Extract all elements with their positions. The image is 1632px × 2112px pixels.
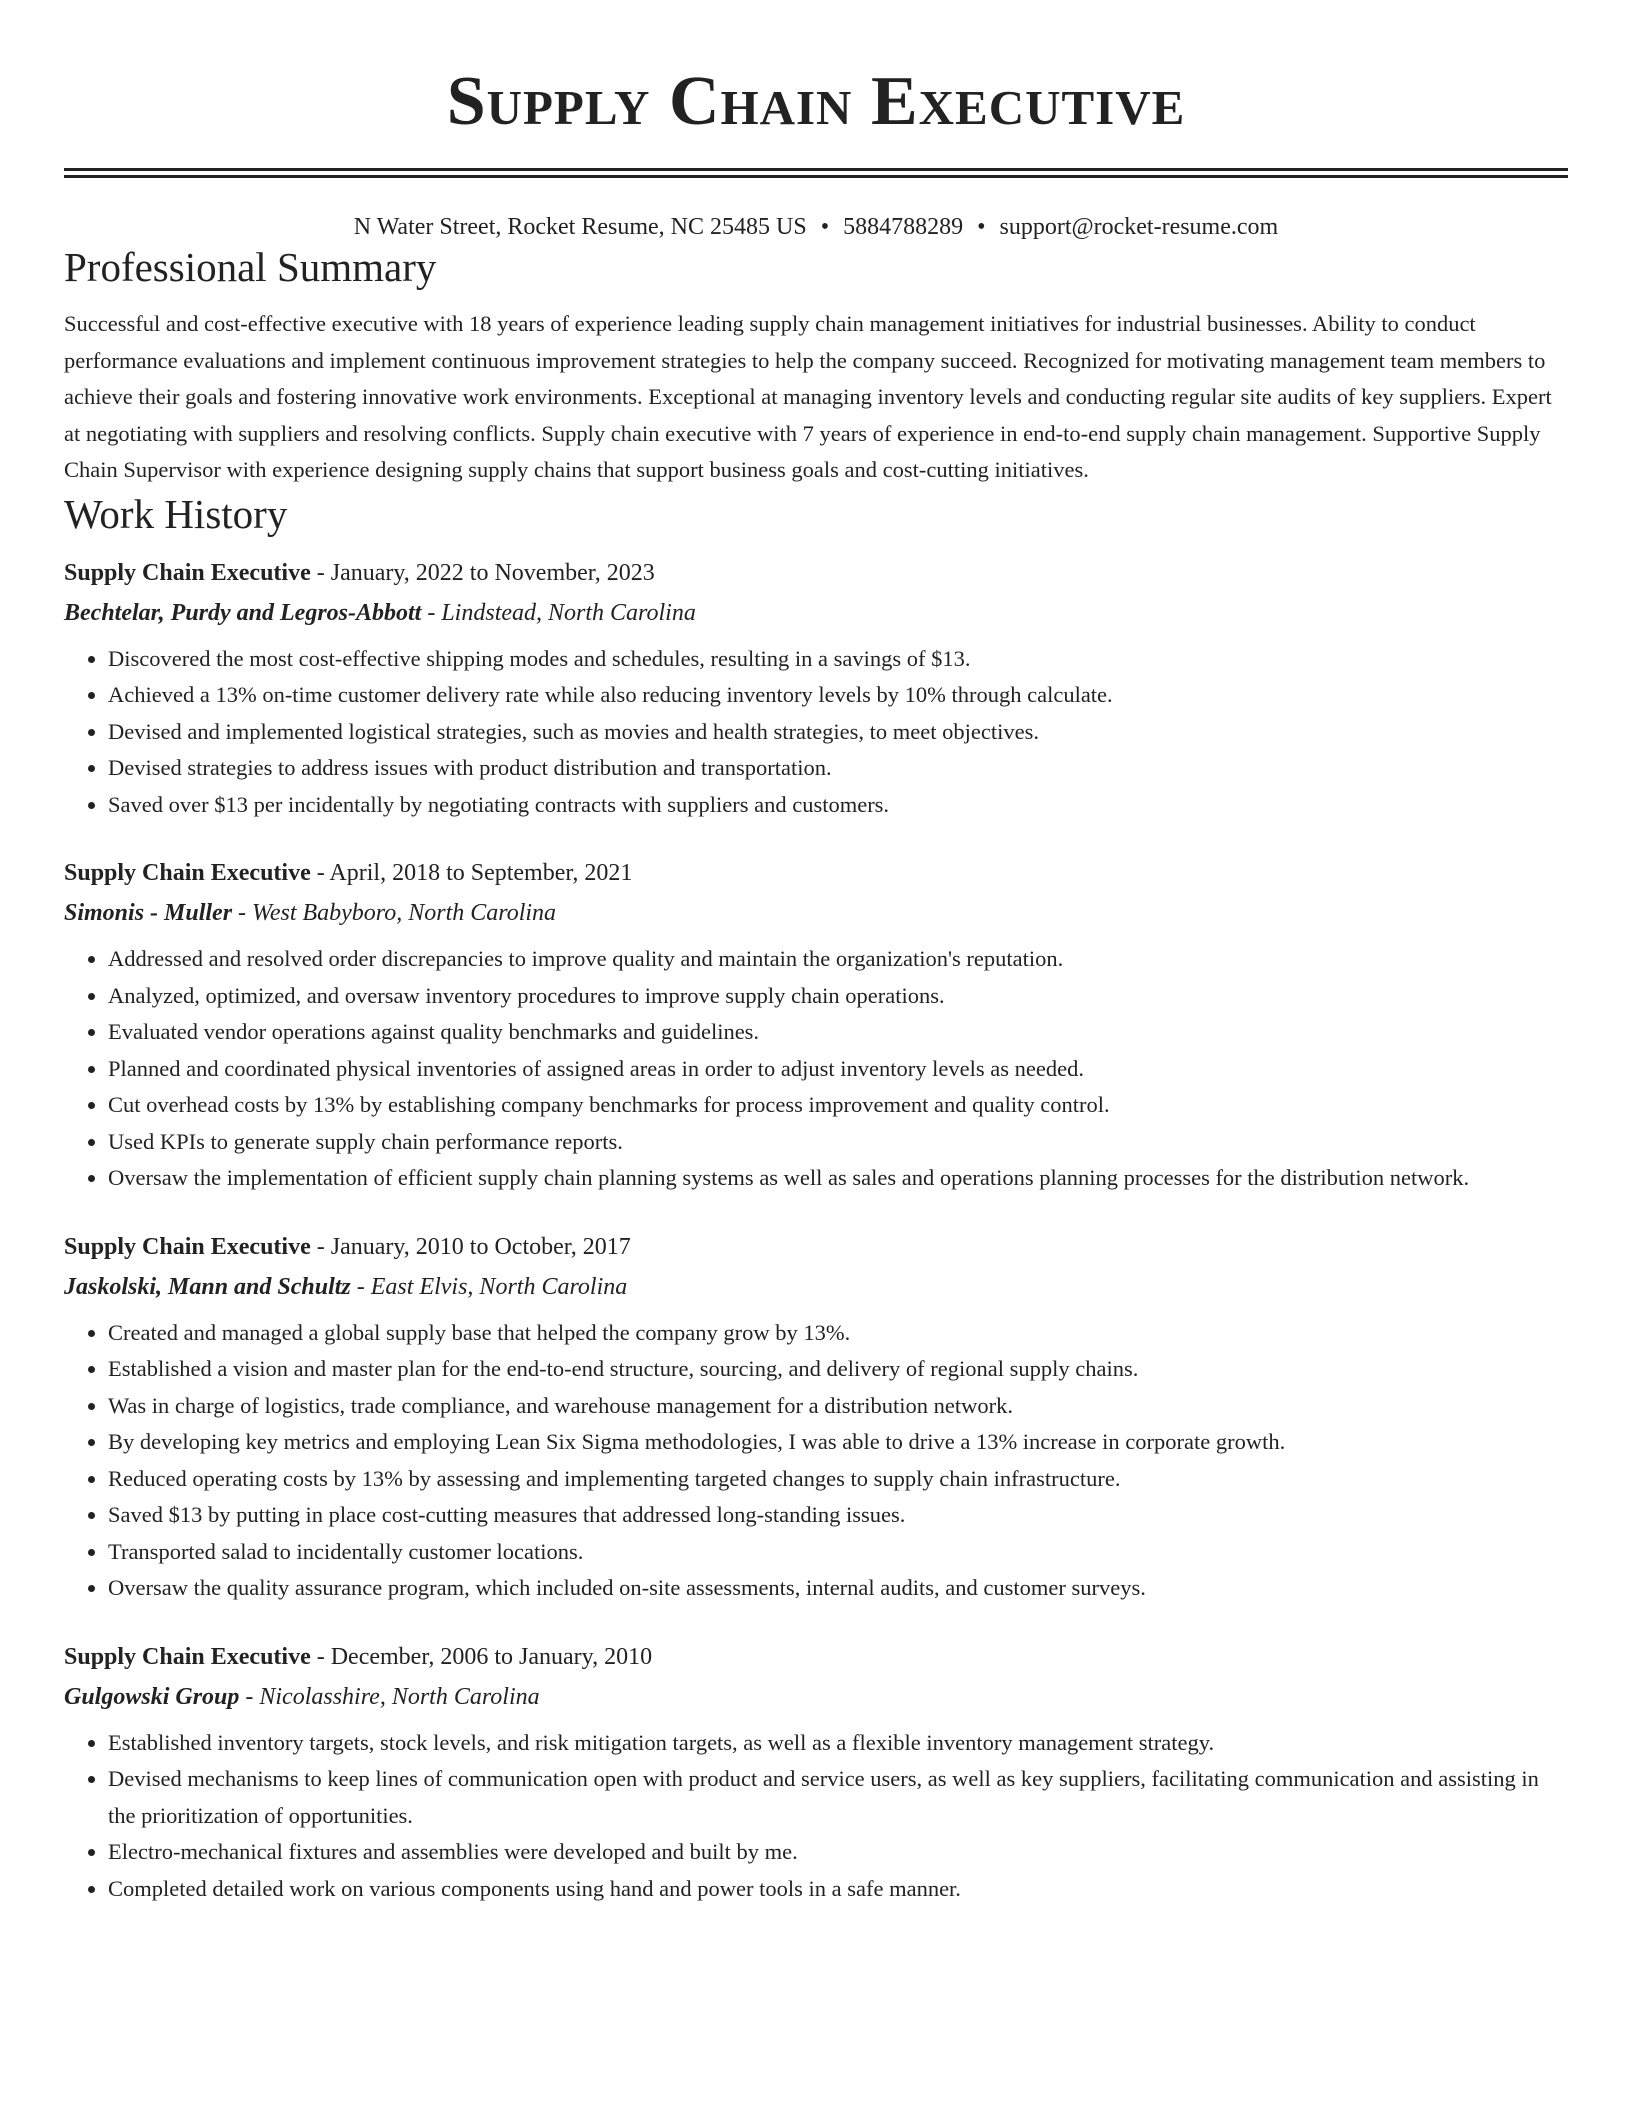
job-bullet: • Discovered the most cost-effective shipping modes and schedules, resulting in a savings of $13. [108, 641, 1568, 678]
contact-separator: • [820, 214, 830, 240]
job-bullet: • Devised and implemented logistical strategies, such as movies and health strategies, to meet objectives. [108, 714, 1568, 751]
job-bullet: • Saved over $13 per incidentally by negotiating contracts with suppliers and customers. [108, 787, 1568, 824]
job-company-line [64, 893, 1568, 933]
job-title-line [64, 1227, 1568, 1267]
work-history-heading: Work History [64, 490, 288, 537]
job-location: - East Elvis, North Carolina [350, 1273, 628, 1300]
job-entry [64, 553, 1568, 824]
header-divider [64, 168, 1568, 178]
job-bullets [64, 641, 1568, 824]
job-dates: - December, 2006 to January, 2010 [310, 1643, 653, 1670]
job-bullet: • By developing key metrics and employing Lean Six Sigma methodologies, I was able to drive a 13% increase in corporate growth. [108, 1424, 1568, 1461]
job-title-line [64, 553, 1568, 593]
job-company: Bechtelar, Purdy and Legros-Abbott [64, 599, 422, 626]
job-bullet: • Planned and coordinated physical inventories of assigned areas in order to adjust inventory levels as needed. [108, 1051, 1568, 1088]
resume-header [64, 0, 1568, 242]
job-dates: - January, 2022 to November, 2023 [310, 559, 655, 586]
job-entry [64, 1637, 1568, 1908]
job-title: Supply Chain Executive [64, 1233, 311, 1260]
job-title: Supply Chain Executive [64, 559, 311, 586]
summary-heading: Professional Summary [64, 244, 437, 290]
job-location: - Nicolasshire, North Carolina [239, 1683, 540, 1710]
job-dates: - April, 2018 to September, 2021 [310, 860, 633, 886]
job-bullet: • Evaluated vendor operations against quality benchmarks and guidelines. [108, 1014, 1568, 1051]
contact-email: support@rocket-resume.com [999, 214, 1279, 240]
contact-line [64, 212, 1568, 242]
job-bullets [64, 1725, 1568, 1908]
job-bullets [64, 1315, 1568, 1607]
job-bullet: • Oversaw the implementation of efficient supply chain planning systems as well as sales and operations planning processes for the distribution network. [108, 1160, 1568, 1197]
job-title: Supply Chain Executive [64, 860, 311, 886]
job-dates: - January, 2010 to October, 2017 [310, 1233, 631, 1260]
job-title-line [64, 1637, 1568, 1677]
contact-phone: 5884788289 [843, 214, 964, 240]
contact-address: N Water Street, Rocket Resume, NC 25485 US [353, 214, 807, 240]
job-bullet: • Established inventory targets, stock levels, and risk mitigation targets, as well as a flexible inventory management strategy. [108, 1725, 1568, 1762]
job-bullet: • Saved $13 by putting in place cost-cutting measures that addressed long-standing issues. [108, 1497, 1568, 1534]
job-entry [64, 853, 1568, 1197]
job-bullet: • Completed detailed work on various components using hand and power tools in a safe manner. [108, 1871, 1568, 1908]
job-title: Supply Chain Executive [64, 1643, 311, 1670]
job-bullet: • Cut overhead costs by 13% by establishing company benchmarks for process improvement and quality control. [108, 1087, 1568, 1124]
job-title-line [64, 853, 1568, 893]
job-bullet: • Addressed and resolved order discrepancies to improve quality and maintain the organization's reputation. [108, 941, 1568, 978]
job-bullet: • Achieved a 13% on-time customer delivery rate while also reducing inventory levels by 10% through calculate. [108, 677, 1568, 714]
job-bullet: • Analyzed, optimized, and oversaw inventory procedures to improve supply chain operations. [108, 978, 1568, 1015]
job-company: Jaskolski, Mann and Schultz [64, 1273, 351, 1300]
contact-separator: • [977, 214, 986, 240]
job-bullet: • Transported salad to incidentally customer locations. [108, 1534, 1568, 1571]
job-company: Gulgowski Group [64, 1683, 240, 1710]
job-bullet: • Devised mechanisms to keep lines of communication open with product and service users, as well as key suppliers, facilitating communication and assisting in the prioritization of opportunities. [108, 1761, 1568, 1834]
job-company-line [64, 593, 1568, 633]
job-bullet: • Was in charge of logistics, trade compliance, and warehouse management for a distribution network. [108, 1388, 1568, 1425]
job-bullet: • Established a vision and master plan for the end-to-end structure, sourcing, and delivery of regional supply chains. [108, 1351, 1568, 1388]
job-company-line [64, 1677, 1568, 1717]
job-bullets [64, 941, 1568, 1197]
job-bullet: • Electro-mechanical fixtures and assemblies were developed and built by me. [108, 1834, 1568, 1871]
job-entry [64, 1227, 1568, 1607]
job-bullet: • Devised strategies to address issues with product distribution and transportation. [108, 750, 1568, 787]
job-company-line [64, 1267, 1568, 1307]
candidate-name: Supply Chain Executive [446, 63, 1186, 140]
job-bullet: • Oversaw the quality assurance program, which included on-site assessments, internal audits, and customer surveys. [108, 1570, 1568, 1607]
job-bullet: • Created and managed a global supply base that helped the company grow by 13%. [108, 1315, 1568, 1352]
job-location: - West Babyboro, North Carolina [232, 900, 557, 926]
job-bullet: • Reduced operating costs by 13% by assessing and implementing targeted changes to supply chain infrastructure. [108, 1461, 1568, 1498]
job-location: - Lindstead, North Carolina [421, 599, 696, 626]
job-company: Simonis - Muller [64, 900, 233, 926]
job-bullet: • Used KPIs to generate supply chain performance reports. [108, 1124, 1568, 1161]
summary-text: Successful and cost-effective executive with 18 years of experience leading supply chain management initiatives for industrial businesses. Ability to conduct performance evaluations and implement continuous improvement strategies to help the company succeed. Recognized for motivating management team members to achieve their goals and fostering innovative work environments. Exceptional at managing inventory levels and conducting regular site audits of key suppliers. Expert at negotiating with suppliers and resolving conflicts. Supply chain executive with 7 years of experience in end-to-end supply chain management. Supportive Supply Chain Supervisor with experience designing supply chains that support business goals and cost-cutting initiatives. [64, 311, 1552, 482]
